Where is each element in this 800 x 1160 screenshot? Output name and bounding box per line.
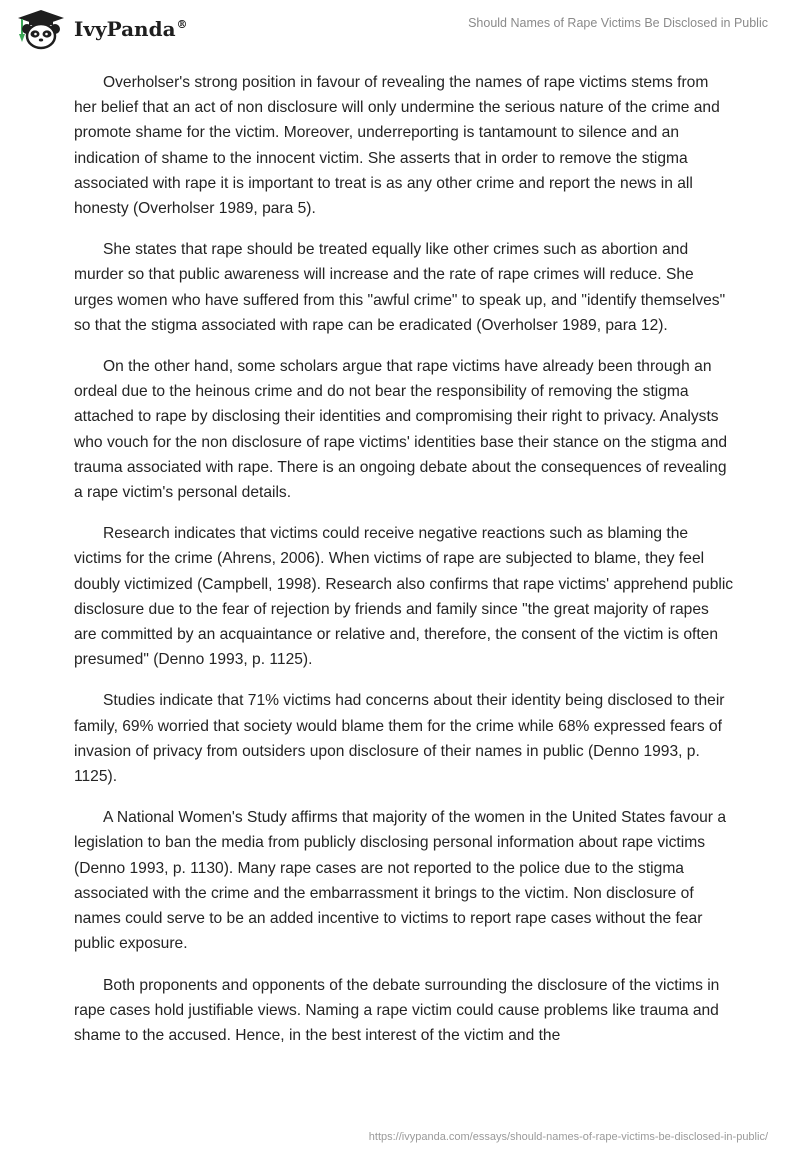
- page-header: [0, 0, 800, 60]
- paragraph: Overholser's strong position in favour of revealing the names of rape victims stems from her belief that an act of non disclosure will only undermine the serious nature of the crime and promote shame for the victim. Moreover, underreporting is tantamount to silence and an indication of shame to the innocent victim. She asserts that in order to remove the stigma associated with rape it is important to treat is as any other crime and report the news in all honesty (Overholser 1989, para 5).: [74, 74, 720, 218]
- logo-text: IvyPanda: [74, 17, 176, 41]
- ivypanda-logo[interactable]: [14, 8, 188, 50]
- essay-body: [74, 70, 734, 1064]
- paragraph: A National Women's Study affirms that majority of the women in the United States favour a legislation to ban the media from publicly disclosing personal information about rape victims (Denno 1993, p. 1130). Many rape cases are not reported to the police due to the stigma associated with the crime and the embarrassment it brings to the victim. Non disclosure of names could serve to be an added incentive to victims to report rape cases without the fear public exposure.: [74, 809, 726, 953]
- paragraph: On the other hand, some scholars argue that rape victims have already been through an ordeal due to the heinous crime and do not bear the responsibility of removing the stigma attached to rape by disclosing their identities and compromising their right to privacy. Analysts who vouch for the non disclosure of rape victims' identities base their stance on the stigma and trauma associated with rape. There is an ongoing debate about the consequences of revealing a rape victim's personal details.: [74, 358, 728, 502]
- logo-wordmark: [74, 17, 188, 41]
- page-title: Should Names of Rape Victims Be Disclosed in Public: [468, 16, 768, 30]
- paragraph: Studies indicate that 71% victims had concerns about their identity being disclosed to their family, 69% worried that society would blame them for the crime while 68% expressed fears of invasion of privacy from outsiders upon disclosure of their names in public (Denno 1993, p. 1125).: [74, 692, 725, 786]
- paragraph: Research indicates that victims could receive negative reactions such as blaming the victims for the crime (Ahrens, 2006). When victims of rape are subjected to blame, they feel doubly victimized (Campbell, 1998). Research also confirms that rape victims' apprehend public disclosure due to the fear of rejection by friends and family since "the great majority of rapes are committed by an acquaintance or relative and, therefore, the consent of the victim is often presumed" (Denno 1993, p. 1125).: [74, 525, 734, 669]
- panda-graduate-icon: [14, 8, 68, 50]
- registered-mark: ®: [176, 18, 188, 32]
- paragraph: She states that rape should be treated equally like other crimes such as abortion and murder so that public awareness will increase and the rate of rape crimes will reduce. She urges women who have suffered from this "awful crime" to speak up, and "identify themselves" so that the stigma associated with rape can be eradicated (Overholser 1989, para 12).: [74, 241, 726, 334]
- footer-url[interactable]: https://ivypanda.com/essays/should-names-of-rape-victims-be-disclosed-in-public/: [368, 1131, 768, 1143]
- paragraph: Both proponents and opponents of the debate surrounding the disclosure of the victims in rape cases hold justifiable views. Naming a rape victim could cause problems like trauma and shame to the accused. Hence, in the best interest of the victim and the: [74, 976, 720, 1044]
